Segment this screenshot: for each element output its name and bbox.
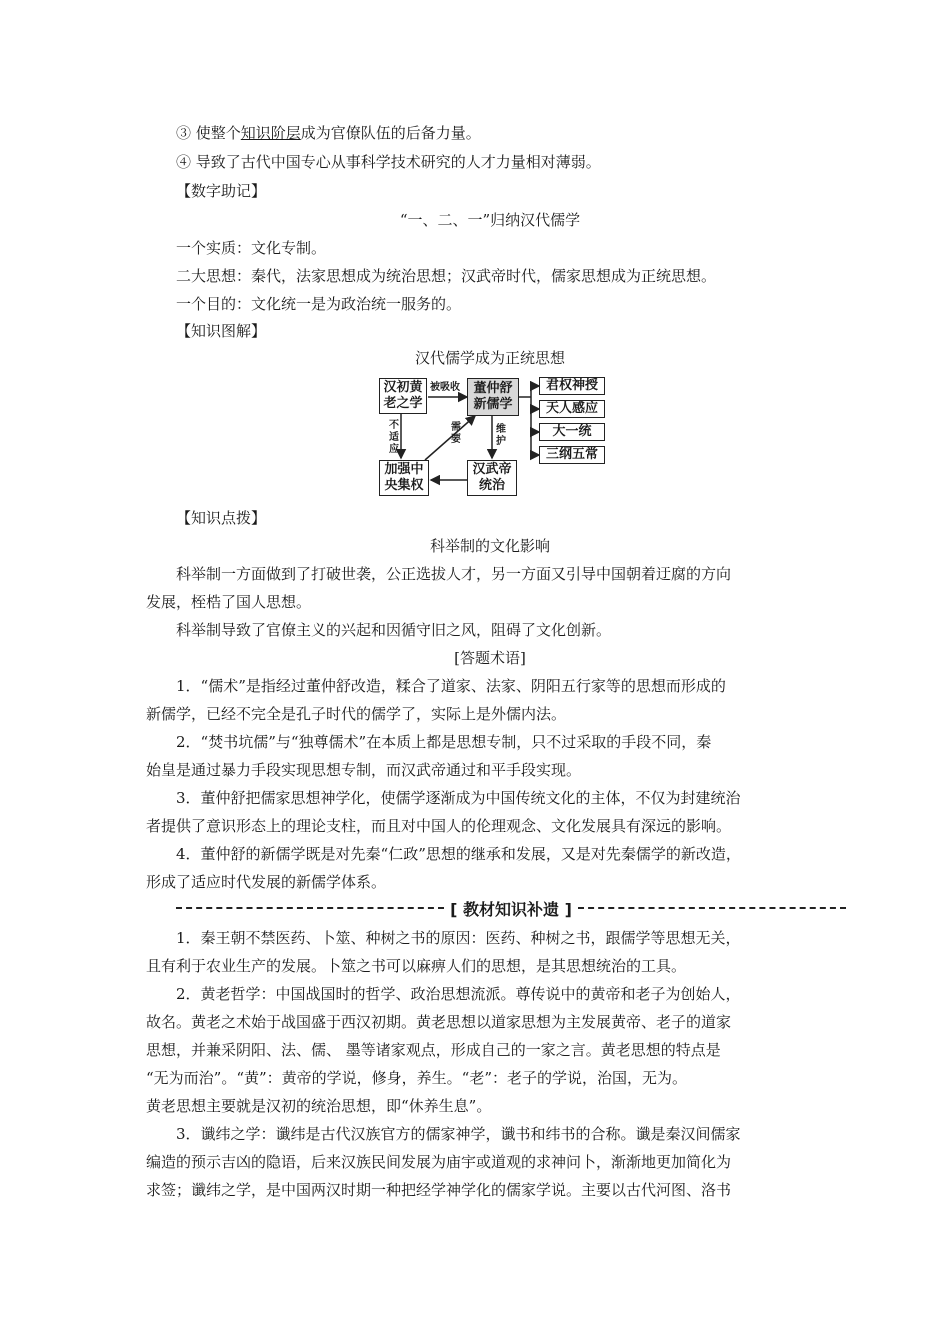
- term-4-line1: 4．董仲舒的新儒学既是对先秦“仁政”思想的继承和发展，又是对先秦儒学的新改造，: [176, 845, 741, 863]
- term-4-line2: 形成了适应时代发展的新儒学体系。: [146, 873, 387, 891]
- supp-2-line5: 黄老思想主要就是汉初的统治思想，即“休养生息”。: [146, 1097, 492, 1115]
- item-3-suffix: 成为官僚队伍的后备力量。: [300, 124, 481, 142]
- supp-2-line4: “无为而治”。“黄”：黄帝的学说，修身，养生。“老”：老子的学说，治国，无为。: [146, 1069, 688, 1087]
- tips-heading: 【知识点拨】: [176, 509, 267, 527]
- term-2-line2: 始皇是通过暴力手段实现思想专制，而汉武帝通过和平手段实现。: [146, 761, 582, 779]
- term-2-line1: 2．“焚书坑儒”与“独尊儒术”在本质上都是思想专制，只不过采取的手段不同，秦: [176, 733, 712, 751]
- label-not-suitable: 不适应: [389, 420, 399, 455]
- term-3-line1: 3．董仲舒把儒家思想神学化，使儒学逐渐成为中国传统文化的主体，不仅为封建统治: [176, 789, 741, 807]
- diagram-heading: 【知识图解】: [176, 322, 267, 340]
- box-right-3: 大一统: [539, 423, 605, 441]
- box-dong-zhongshu: 董仲舒新儒学: [467, 378, 519, 416]
- box-han-wudi: 汉武帝统治: [467, 460, 517, 496]
- supp-3-line1: 3．谶纬之学：谶纬是古代汉族官方的儒家神学，谶书和纬书的合称。谶是秦汉间儒家: [176, 1125, 741, 1143]
- memory-heading: 【数字助记】: [176, 182, 267, 200]
- memory-title: “一、二、一”归纳汉代儒学: [399, 211, 581, 229]
- supp-3-line2: 编造的预示吉凶的隐语，后来汉族民间发展为庙宇或道观的求神问卜，渐渐地更加简化为: [146, 1153, 732, 1171]
- box-right-4: 三纲五常: [539, 446, 605, 464]
- terms-title: [答题术语]: [454, 649, 526, 667]
- item-3-underlined: 知识阶层: [240, 124, 301, 142]
- divider-dash-right: [578, 907, 846, 909]
- box-central-power: 加强中央集权: [379, 460, 429, 496]
- label-absorbed: 被吸收: [430, 382, 460, 393]
- supp-2-line2: 故名。黄老之术始于战国盛于西汉初期。黄老思想以道家思想为主发展黄帝、老子的道家: [146, 1013, 732, 1031]
- tips-p1-line2: 发展，桎梏了国人思想。: [146, 593, 312, 611]
- label-maintain: 维护: [496, 424, 506, 447]
- divider-title: [ 教材知识补遗 ]: [450, 899, 572, 919]
- tips-p1-line1: 科举制一方面做到了打破世袭，公正选拔人才，另一方面又引导中国朝着迂腐的方向: [176, 565, 732, 583]
- concept-diagram: [375, 372, 610, 502]
- item-3-prefix: ③ 使整个: [176, 124, 241, 142]
- box-huanglao: 汉初黄老之学: [379, 378, 427, 414]
- section-divider: [176, 896, 846, 920]
- term-1-line1: 1．“儒术”是指经过董仲舒改造，糅合了道家、法家、阴阳五行家等的思想而形成的: [176, 677, 726, 695]
- supp-1-line1: 1．秦王朝不禁医药、卜筮、种树之书的原因：医药、种树之书，跟儒学等思想无关，: [176, 929, 741, 947]
- term-1-line2: 新儒学，已经不完全是孔子时代的儒学了，实际上是外儒内法。: [146, 705, 567, 723]
- memory-line-3: 一个目的：文化统一是为政治统一服务的。: [176, 295, 462, 313]
- supp-2-line1: 2．黄老哲学：中国战国时的哲学、政治思想流派。尊传说中的黄帝和老子为创始人，: [176, 985, 741, 1003]
- memory-line-2: 二大思想：秦代，法家思想成为统治思想；汉武帝时代，儒家思想成为正统思想。: [176, 267, 717, 285]
- supp-1-line2: 且有利于农业生产的发展。卜筮之书可以麻痹人们的思想，是其思想统治的工具。: [146, 957, 687, 975]
- tips-p2: 科举制导致了官僚主义的兴起和因循守旧之风，阻碍了文化创新。: [176, 621, 612, 639]
- box-right-1: 君权神授: [539, 377, 605, 395]
- supp-2-line3: 思想，并兼采阴阳、法、儒、 墨等诸家观点，形成自己的一家之言。黄老思想的特点是: [146, 1041, 721, 1059]
- item-4: ④ 导致了古代中国专心从事科学技术研究的人才力量相对薄弱。: [176, 153, 601, 171]
- tips-title: 科举制的文化影响: [429, 537, 550, 555]
- divider-dash-left: [176, 907, 444, 909]
- diagram-title: 汉代儒学成为正统思想: [414, 349, 565, 367]
- supp-3-line3: 求签；谶纬之学，是中国两汉时期一种把经学神学化的儒家学说。主要以古代河图、洛书: [146, 1181, 732, 1199]
- label-need-text: 需要: [451, 422, 461, 445]
- box-right-2: 天人感应: [539, 400, 605, 418]
- memory-line-1: 一个实质：文化专制。: [176, 239, 327, 257]
- term-3-line2: 者提供了意识形态上的理论支柱，而且对中国人的伦理观念、文化发展具有深远的影响。: [146, 817, 732, 835]
- item-3: [176, 123, 481, 143]
